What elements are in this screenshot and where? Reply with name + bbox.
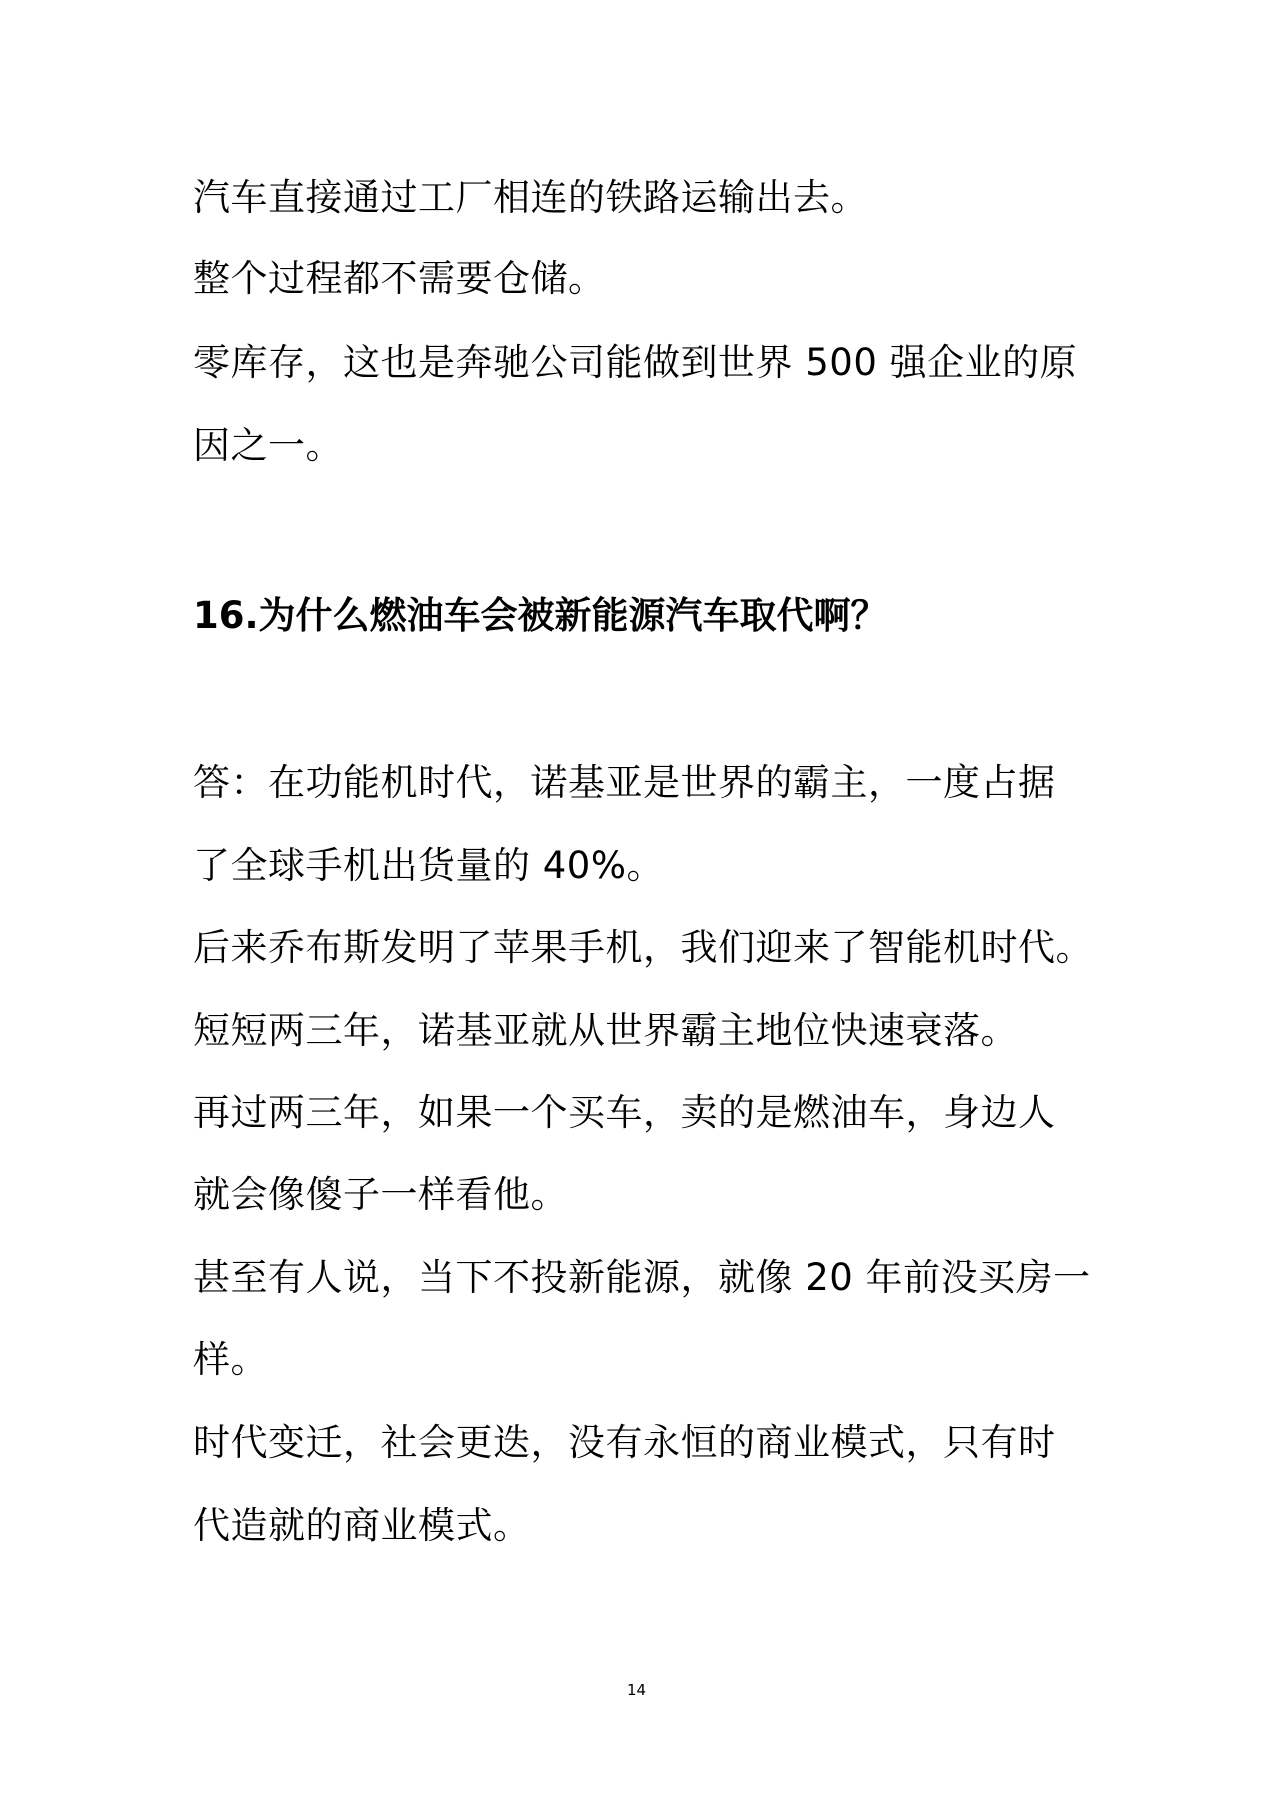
body-text-line: 汽车直接通过工厂相连的铁路运输出去。 [193,176,868,219]
body-text-line: 后来乔布斯发明了苹果手机，我们迎来了智能机时代。 [193,926,1093,969]
body-text-line: 因之一。 [193,424,343,467]
page-number: 14 [626,1681,647,1699]
body-text-line: 甚至有人说，当下不投新能源，就像 20 年前没买房一 [193,1256,1091,1299]
section-heading: 16.为什么燃油车会被新能源汽车取代啊？ [193,594,888,637]
body-text-line: 答：在功能机时代，诺基亚是世界的霸主，一度占据 [193,761,1056,804]
body-text-line: 代造就的商业模式。 [193,1504,531,1547]
body-text-line: 零库存，这也是奔驰公司能做到世界 500 强企业的原 [193,341,1078,384]
body-text-line: 再过两三年，如果一个买车，卖的是燃油车，身边人 [193,1091,1056,1134]
body-text-line: 整个过程都不需要仓储。 [193,257,606,300]
body-text-line: 就会像傻子一样看他。 [193,1173,568,1216]
body-text-line: 时代变迁，社会更迭，没有永恒的商业模式，只有时 [193,1421,1056,1464]
body-text-line: 了全球手机出货量的 40%。 [193,844,664,887]
body-text-line: 样。 [193,1338,268,1381]
body-text-line: 短短两三年，诺基亚就从世界霸主地位快速衰落。 [193,1009,1018,1052]
